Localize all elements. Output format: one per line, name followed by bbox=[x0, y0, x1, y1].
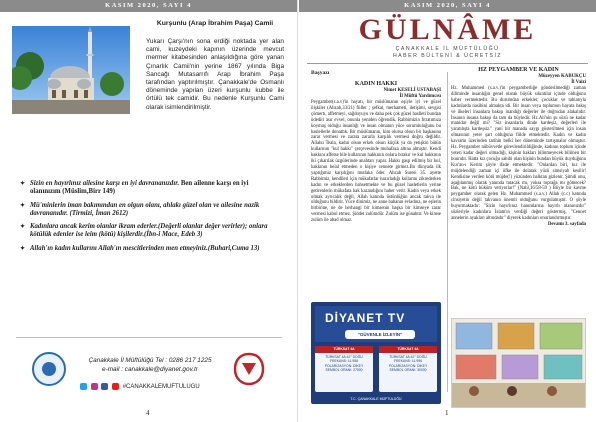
tv-footer: T.C. ÇANAKKALE MÜFTÜLÜĞÜ bbox=[350, 397, 402, 401]
card-body: TÜRKSAT 4A 42° DOĞU FREKANS: 11.996 POLARİZASYON: DİKEY SEMBOL ORANI: 30000 bbox=[388, 354, 428, 373]
classroom-illustration bbox=[452, 319, 586, 408]
masthead bbox=[299, 14, 596, 60]
column-label: Başyazı bbox=[311, 70, 330, 76]
left-footer bbox=[0, 337, 298, 417]
mosque-illustration bbox=[12, 26, 130, 114]
page-number: 4 bbox=[146, 409, 150, 417]
hadis-item: ✦ Kadınlara ancak kerim olanlar ikram ederler.(Değerli olanlar değer verirler); onlara kötülük edenler ise leim (kötü) kişilerdir.(İbn-i Mace, Edeb 3) bbox=[20, 223, 278, 240]
diyanet-logo bbox=[32, 352, 66, 386]
hadis-rest: Ben ailenne karşı en iyi olanınızım (Müslim,Birr 149) bbox=[30, 180, 249, 196]
contact-email: e-mail : canakkale@diyanet.gov.tr bbox=[102, 366, 198, 373]
subtitle-line1: ÇANAKKALE İL MÜFTÜLÜĞÜ bbox=[395, 46, 500, 52]
mosque-photo bbox=[12, 26, 130, 114]
diyanet-tv-ad bbox=[311, 302, 441, 404]
card-body: TÜRKSAT 4A 42° DOĞU FREKANS: 11.958 POLARİZASYON: DİKEY SEMBOL ORANI: 27500 bbox=[324, 354, 364, 373]
card-head: TÜRKSAT 4A bbox=[315, 346, 373, 353]
page-number: 1 bbox=[445, 409, 449, 417]
hz-peygamber-article bbox=[451, 66, 586, 314]
contact-phone: Çanakkale İl Müftülüğü Tel : 0286 217 1225 bbox=[88, 357, 212, 364]
mufti-emblem-icon bbox=[232, 351, 266, 387]
issue-header: KASIM 2020, SAYI 4 bbox=[0, 0, 297, 12]
frequency-card bbox=[315, 346, 373, 392]
children-activity-photo bbox=[451, 318, 586, 408]
youtube-icon[interactable] bbox=[112, 383, 119, 390]
article-title: HZ PEYGAMBER VE KADIN bbox=[478, 67, 559, 73]
hadis-item: ✦ Mü'minlerin iman bakımından en olgun olanı, ahlakı güzel olan ve ailesine nazik davrananıdır. (Tirmizi, İman 2612) bbox=[20, 202, 278, 219]
facebook-icon[interactable] bbox=[101, 383, 108, 390]
article-role: İl Müftü Yardımcısı bbox=[399, 94, 441, 99]
tv-frequency-cards bbox=[315, 346, 437, 398]
kursunlu-body: Yukarı Çarşı'nın sona erdiği noktada yer alan cami, kuzeydeki kapının üzerinde mevcut mermer kitabesinden anlaşıldığına göre yanan Çınarlık Camii'nin yerine 1867 yılında Biga Sancağı Mutasarrıfı Arap İbrahim Paşa tarafından yaptırılmıştır. Çanakkale'de Osmanlı döneminde yapılan üzeri kurşunlu kubbe ile örtülü tek camidir. Bu nedenle Kurşunlu Cami olarak isimlendirilmiştir. bbox=[146, 38, 284, 111]
hadis-item bbox=[20, 180, 278, 197]
footer-divider bbox=[16, 337, 282, 338]
right-page bbox=[299, 0, 596, 422]
subtitle-line2: HABER BÜLTENİ & ÜCRETSİZ bbox=[392, 53, 503, 59]
article-author: Nimet KESELİ USTABAŞI bbox=[383, 88, 441, 93]
diyanet-tv-logo: DİYANET TV bbox=[325, 311, 406, 325]
newsletter-title: GÜLNÂME bbox=[358, 13, 537, 46]
hadis-list bbox=[20, 180, 278, 258]
article-author: Müzeyyen KABUKÇU bbox=[538, 74, 586, 79]
tv-banner bbox=[315, 306, 437, 342]
issue-header: KASIM 2020, SAYI 4 bbox=[299, 0, 596, 12]
hadis-strong: Sizin en hayırlınız ailesine karşı en iyi davrananızdır. bbox=[30, 180, 180, 187]
hadis-item: ✦ Allah'ın kadın kullarını Allah'ın mescitlerinden men etmeyiniz.(Buhari,Cuma 13) bbox=[20, 245, 278, 253]
hashtag-text: #CANAKKALEMUFTULUGU bbox=[122, 384, 200, 391]
masthead-rule bbox=[307, 63, 588, 64]
card-head: TÜRKSAT 4A bbox=[379, 346, 437, 353]
continued-note: Devamı 3. sayfada bbox=[547, 222, 586, 228]
kursunlu-title: Kurşunlu (Arap İbrahim Paşa) Camii bbox=[156, 20, 274, 27]
article-body: Hz. Muhammed (s.a.v.)'in peygamberliğe gönderilmediği zaman diliminde insanlığın genel olarak büyük sıkıntılar içinde olduğunu haber vermektedir. Bu durumdan erkekler, çocuklar ve tabiatıyla kadınlarda nasibini almakta idi. Bir insan veya toplumun hayata bakış ve ilkeleri insanlara bakışı inandığı değerler ile doğrudan alakalıdır. İnsanın insana bakışı da tam da büyledir. Hz.Ali'nin şu sözü ne kadar manidar değil mi? "Siz insanlarla dinde kardeşiz, değerleri ile yaratılışta kardeşsiz." yani bir manada saygı gösterilmesi için insan olmasının yeter şart olduğuna fiilde etmektedir. Kadın ve kadın kavramı üzerinden tarihin belki her döneminde tartışmalar olmuştur. Hz. Peygamber nübüvvetle görevlendirildiğinde, kadının toplum içinde yeteri kadar değeri olmadığı, kişinin hakları bilinmeyecek biliinen bir buurıdır. Hatta kız çocuğu sahibi olan kişinin bundan büyük duyduğunu Kur'an-ı Kerim şöyle ifade etmektedir. "Onlardan biri, kız ile müjdelendiği zaman içi öfke ile dolarak yüzü simsiyah kesilir! Kendisine verilen kötü müjde(!) yüzünden halktan gizlenir. Şimdi onu, aşağılanmış olarak yanında tutacak mı, yoksa toprağa mı gömecek? Bak, ne kötü hüküm veriyorlar!" (Nahl,16/58-59 ) Böyle bir kavme peygamber olarak gelen Hz. Muhammed (s.a.v.) Allah (c.c) katında cinsiyetin değil takvanın önemli olduğunu vurgulamıştır. O şöyle buyurmaktadır: "Sizin hayırlınız hanımlarına hayırlı olanınızdır" sözleriyle kadınlara İslam'ın verdiği değeri göstermiş, "Cennet annelerin ayakları altındadır" diyerek kadınları onurlandırmıştır. bbox=[451, 86, 586, 221]
frequency-card bbox=[379, 346, 437, 392]
social-links bbox=[80, 383, 230, 390]
kadin-hakki-article bbox=[311, 80, 441, 298]
column-divider bbox=[447, 72, 448, 392]
article-title: KADIN HAKKI bbox=[354, 81, 398, 87]
article-body: Peygamber(s.a.v)'in hayatı, bir müslümanın eşiyle iyi ve güzel ilişkiler (Ahzab,33/21) fiiller ; şefkat, merhameti, iletişimi, sevgisi çömertı, affetmeyi, sağduyuyu ve daha pek çok güzel haslleti bundan ödediri asır evvel, onunla yeniden öğrendik. Rabbimizin fıtratımıza koymuş olduğu insanlığı ve insan olmanın yüce sorumluluğunu bu haslellerle donattık. Bir müslümanın, kim olursa olsun bir başkasına zarar vermesi ve zarara zararla karşılık vermesi doğru değildir. Allahu Teala, kadın olsun erkek olsun küçük ya da yetişkin bütün kullarının "kul hakkı" çerçevesinde muhafaza altına almıştır. Kendi hakkını affetse bile kullarının hakkının onlara bırakır ve kul hakkının iki çıkarılak üzgülerinde anahtarı yapar. Hakkı gasp edilmiş bir kul, hakkının helal etmeden o kişiye cennete girmez.Bu dünyada ilk yaptığımız karşılığını mutlaka öder. Ahzab Suresi 35. ayette Rabbimiz, kendileri için mükafatlar hazırladığı kullarını zikrederken kadın ve erkeklerden bahsetmekte ve bu güzel hasletlerin yerine getirenlerin mükafata hak kazandığını haber verir. Kadın veya erkek olmak ayrıcalık değil, Allah katında üstünlüğün ancak takva ile olduğunu bildirir. Yüce dinimiz, ne anne babanın evladına, ne eşlerin birbirine, ne de herhangi bir kimsenin başka bir kimseye zarar vermesi kabul etmez. Şiddet zulümdür. Zulüm ise günahtır. Ve kimse zulüm ile abad olmaz. bbox=[311, 100, 441, 224]
tv-tagline: "GÜVENLE İZLEYİN" bbox=[345, 330, 415, 339]
contact-block bbox=[80, 356, 220, 374]
article-role: İl Vaizi bbox=[571, 80, 586, 85]
instagram-icon[interactable] bbox=[91, 383, 98, 390]
twitter-icon[interactable] bbox=[80, 383, 87, 390]
